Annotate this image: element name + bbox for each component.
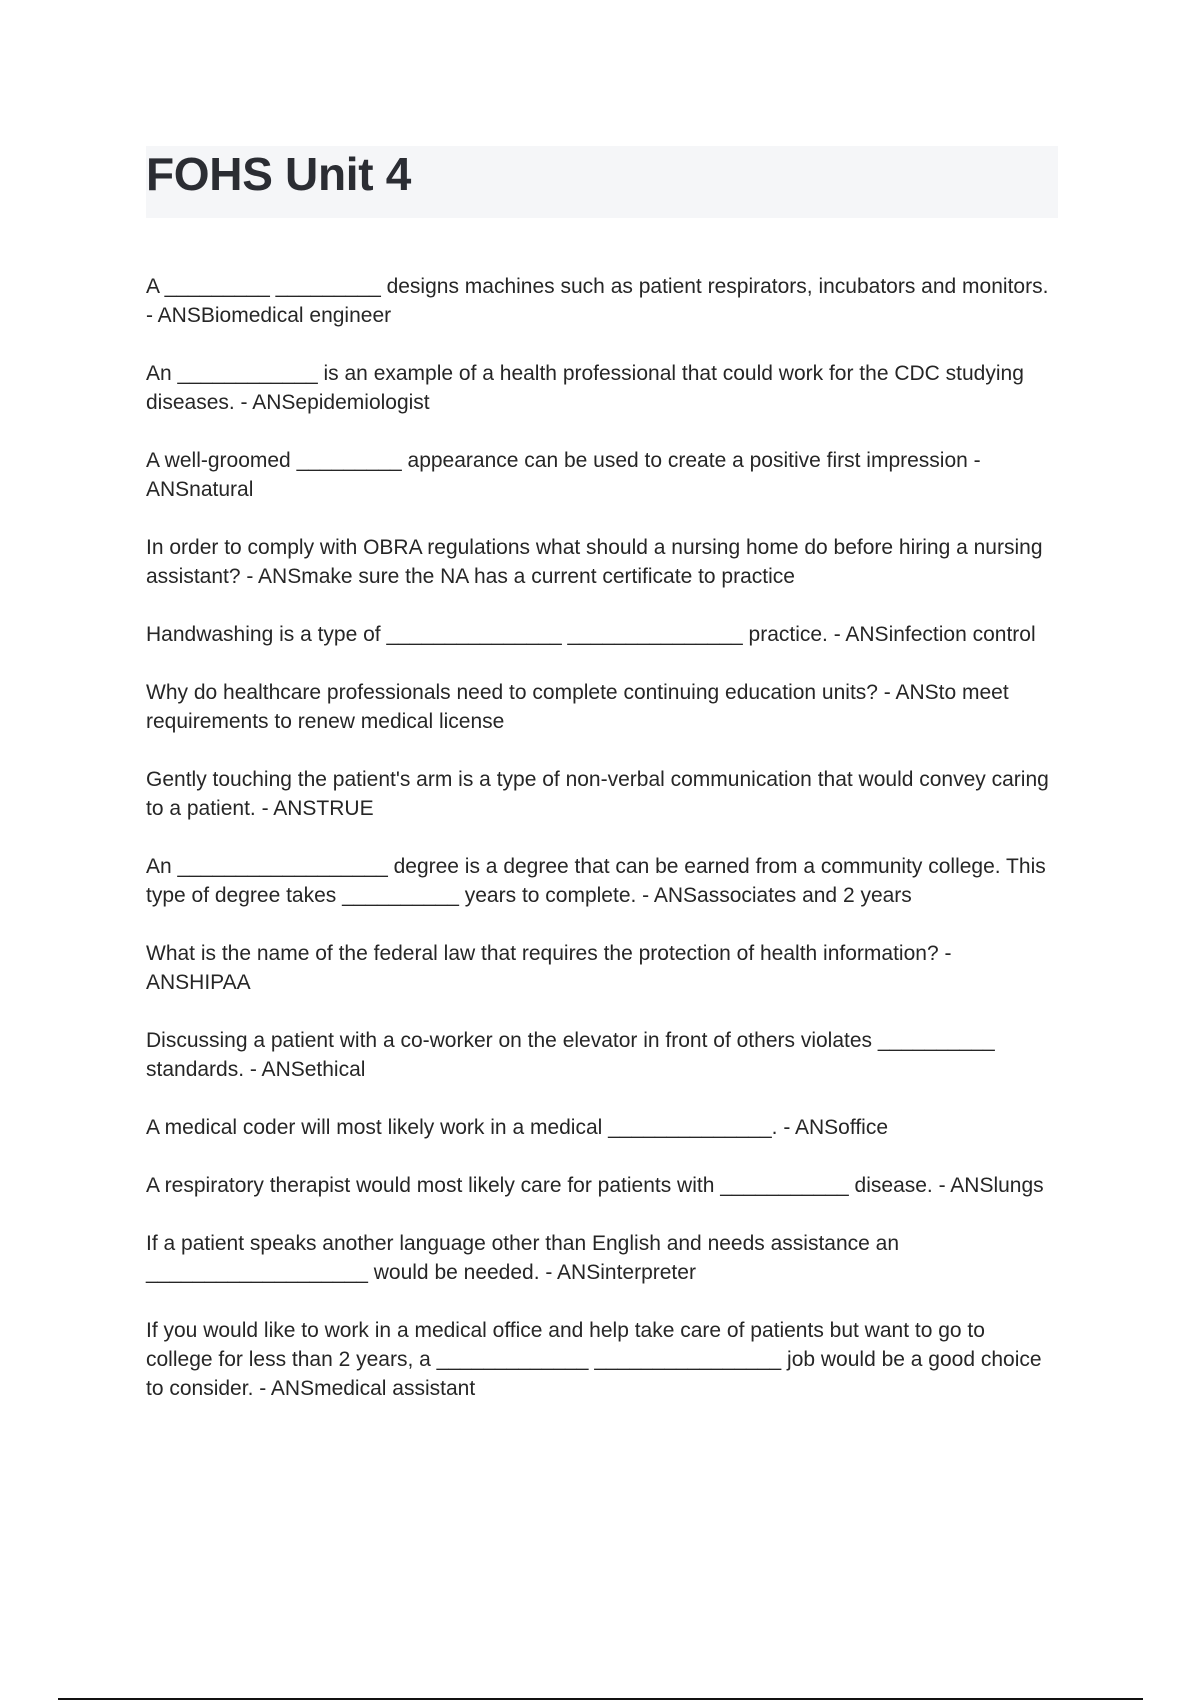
- qa-item: What is the name of the federal law that requires the protection of health information? - ANSHIPAA: [146, 942, 952, 994]
- qa-item: A medical coder will most likely work in a medical ______________. - ANSoffice: [146, 1116, 888, 1139]
- qa-list: [146, 272, 1056, 1432]
- qa-item: A respiratory therapist would most likely care for patients with ___________ disease. - ANSlungs: [146, 1174, 1044, 1197]
- qa-item: A _________ _________ designs machines such as patient respirators, incubators and monitors. - ANSBiomedical engineer: [146, 275, 1049, 327]
- qa-item: Why do healthcare professionals need to complete continuing education units? - ANSto meet requirements to renew medical license: [146, 681, 1009, 733]
- qa-item: In order to comply with OBRA regulations what should a nursing home do before hiring a nursing assistant? - ANSmake sure the NA has a current certificate to practice: [146, 536, 1043, 588]
- page-title: FOHS Unit 4: [146, 148, 412, 200]
- qa-item: An __________________ degree is a degree that can be earned from a community college. This type of degree takes __________ years to complete. - ANSassociates and 2 years: [146, 855, 1046, 907]
- qa-item: A well-groomed _________ appearance can be used to create a positive first impression - ANSnatural: [146, 449, 981, 501]
- qa-item: Discussing a patient with a co-worker on the elevator in front of others violates __________ standards. - ANSethical: [146, 1029, 995, 1081]
- qa-item: If a patient speaks another language other than English and needs assistance an ___________________ would be needed. - ANSinterpreter: [146, 1232, 900, 1284]
- qa-item: Gently touching the patient's arm is a type of non-verbal communication that would convey caring to a patient. - ANSTRUE: [146, 768, 1049, 820]
- qa-item: If you would like to work in a medical office and help take care of patients but want to go to college for less than 2 years, a _____________ ________________ job would be a good choice to consider. - ANSmedical assistant: [146, 1319, 1042, 1400]
- qa-item: An ____________ is an example of a health professional that could work for the CDC studying diseases. - ANSepidemiologist: [146, 362, 1024, 414]
- qa-item: Handwashing is a type of _______________ _______________ practice. - ANSinfection control: [146, 623, 1036, 646]
